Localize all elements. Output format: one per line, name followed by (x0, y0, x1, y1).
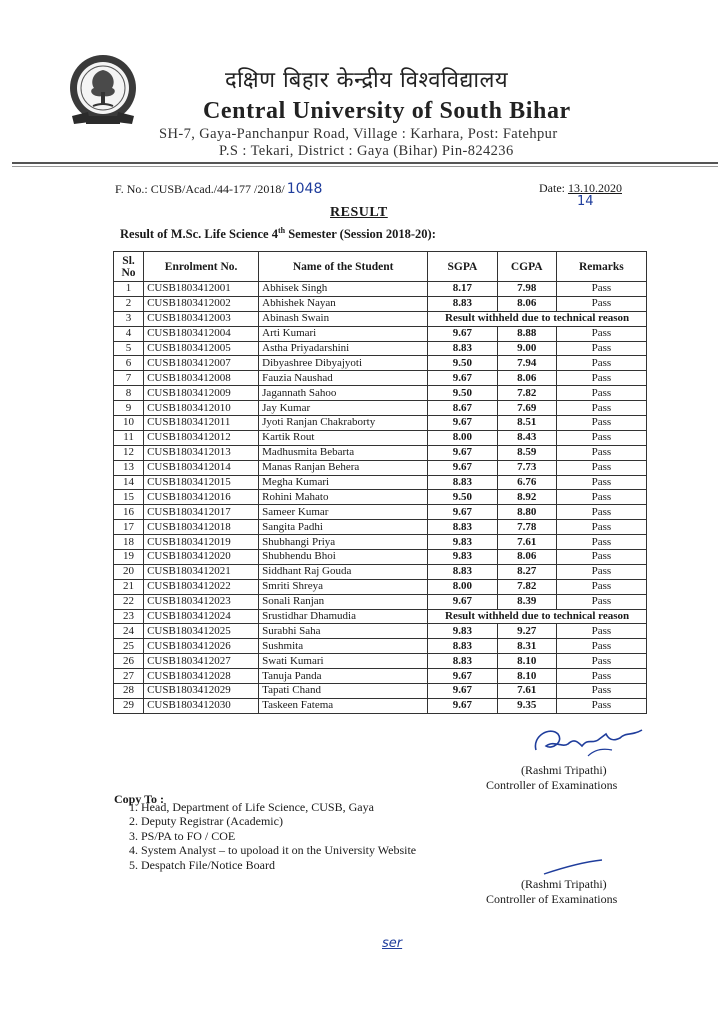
cell-remarks: Pass (556, 356, 646, 371)
cell-cgpa: 7.61 (497, 684, 556, 699)
cell-remarks: Pass (556, 326, 646, 341)
cell-student-name: Shubhendu Bhoi (259, 550, 428, 565)
cell-student-name: Arti Kumari (259, 326, 428, 341)
table-row (114, 460, 647, 475)
cell-sl-no: 6 (114, 356, 144, 371)
cell-student-name: Taskeen Fatema (259, 698, 428, 713)
cell-enrolment: CUSB1803412013 (144, 445, 259, 460)
cell-cgpa: 9.27 (497, 624, 556, 639)
cell-sl-no: 17 (114, 520, 144, 535)
cell-cgpa: 8.06 (497, 371, 556, 386)
cell-student-name: Megha Kumari (259, 475, 428, 490)
cell-sgpa: 9.67 (428, 326, 497, 341)
cell-enrolment: CUSB1803412024 (144, 609, 259, 624)
cell-enrolment: CUSB1803412016 (144, 490, 259, 505)
cell-enrolment: CUSB1803412028 (144, 669, 259, 684)
cell-sl-no: 24 (114, 624, 144, 639)
subheading-prefix: Result of M.Sc. Life Science 4 (120, 227, 278, 242)
cell-sl-no: 8 (114, 386, 144, 401)
cell-enrolment: CUSB1803412009 (144, 386, 259, 401)
cell-enrolment: CUSB1803412020 (144, 550, 259, 565)
subheading-sup: th (277, 226, 286, 235)
signatory-title: Controller of Examinations (486, 778, 618, 792)
cell-enrolment: CUSB1803412014 (144, 460, 259, 475)
cell-sgpa: 9.50 (428, 356, 497, 371)
cell-sl-no: 26 (114, 654, 144, 669)
cell-student-name: Swati Kumari (259, 654, 428, 669)
cell-cgpa: 7.69 (497, 401, 556, 416)
cell-sgpa: 9.67 (428, 594, 497, 609)
file-number-label: F. No.: CUSB/Acad./44-177 /2018/ (115, 182, 285, 196)
university-name-hindi: दक्षिण बिहार केन्द्रीय विश्वविद्यालय (225, 68, 509, 93)
result-heading: RESULT (330, 205, 388, 220)
cell-cgpa: 9.35 (497, 698, 556, 713)
cell-enrolment: CUSB1803412022 (144, 579, 259, 594)
table-row (114, 371, 647, 386)
cell-enrolment: CUSB1803412003 (144, 311, 259, 326)
cell-sl-no: 11 (114, 430, 144, 445)
cell-sl-no: 10 (114, 416, 144, 431)
table-row (114, 416, 647, 431)
cell-cgpa: 8.06 (497, 550, 556, 565)
cell-sgpa: 9.83 (428, 624, 497, 639)
cell-cgpa: 8.31 (497, 639, 556, 654)
subheading-suffix: Semester (Session 2018-20): (285, 227, 436, 242)
file-number-handwritten: 1048 (286, 181, 323, 197)
cell-remarks: Pass (556, 460, 646, 475)
signatory-name-2: (Rashmi Tripathi) (521, 877, 607, 891)
cell-remarks: Pass (556, 505, 646, 520)
cell-enrolment: CUSB1803412029 (144, 684, 259, 699)
cell-sl-no: 9 (114, 401, 144, 416)
cell-remarks: Pass (556, 624, 646, 639)
table-row (114, 490, 647, 505)
copy-to-list (117, 800, 416, 872)
cell-enrolment: CUSB1803412015 (144, 475, 259, 490)
table-row (114, 386, 647, 401)
table-row (114, 535, 647, 550)
cell-remarks: Pass (556, 594, 646, 609)
cell-remarks: Pass (556, 550, 646, 565)
cell-sgpa: 9.83 (428, 550, 497, 565)
file-number (115, 181, 322, 197)
cell-student-name: Tapati Chand (259, 684, 428, 699)
cell-remarks: Pass (556, 579, 646, 594)
cell-student-name: Sameer Kumar (259, 505, 428, 520)
cell-remarks: Pass (556, 282, 646, 297)
table-row (114, 624, 647, 639)
cell-sl-no: 1 (114, 282, 144, 297)
cell-student-name: Shubhangi Priya (259, 535, 428, 550)
cell-enrolment: CUSB1803412002 (144, 296, 259, 311)
table-row (114, 311, 647, 326)
table-row (114, 639, 647, 654)
cell-cgpa: 7.94 (497, 356, 556, 371)
table-row (114, 341, 647, 356)
col-header-name: Name of the Student (259, 252, 428, 282)
cell-enrolment: CUSB1803412017 (144, 505, 259, 520)
table-row (114, 296, 647, 311)
signature-stroke-icon (542, 858, 604, 876)
cell-remarks: Pass (556, 341, 646, 356)
cell-sl-no: 7 (114, 371, 144, 386)
cell-sl-no: 20 (114, 564, 144, 579)
table-row (114, 445, 647, 460)
cell-cgpa: 8.39 (497, 594, 556, 609)
cell-sgpa: 9.67 (428, 445, 497, 460)
cell-sgpa: 9.83 (428, 535, 497, 550)
cell-sl-no: 27 (114, 669, 144, 684)
cell-sgpa: 8.83 (428, 475, 497, 490)
cell-remarks: Pass (556, 401, 646, 416)
cell-sgpa: 9.67 (428, 460, 497, 475)
cell-enrolment: CUSB1803412030 (144, 698, 259, 713)
cell-cgpa: 8.59 (497, 445, 556, 460)
cell-sl-no: 16 (114, 505, 144, 520)
date-label: Date: (539, 181, 565, 195)
cell-cgpa: 7.61 (497, 535, 556, 550)
address-line-1: SH-7, Gaya-Panchanpur Road, Village : Karhara, Post: Fatehpur (159, 126, 558, 142)
cell-enrolment: CUSB1803412021 (144, 564, 259, 579)
table-row (114, 609, 647, 624)
cell-student-name: Jagannath Sahoo (259, 386, 428, 401)
cell-enrolment: CUSB1803412025 (144, 624, 259, 639)
col-header-sl: Sl. No (114, 252, 144, 282)
signatory-title-2: Controller of Examinations (486, 892, 618, 906)
cell-student-name: Jay Kumar (259, 401, 428, 416)
university-seal-icon (66, 52, 140, 130)
cell-sgpa: 9.67 (428, 684, 497, 699)
cell-enrolment: CUSB1803412010 (144, 401, 259, 416)
table-row (114, 401, 647, 416)
cell-sl-no: 2 (114, 296, 144, 311)
cell-enrolment: CUSB1803412027 (144, 654, 259, 669)
cell-sgpa: 9.50 (428, 386, 497, 401)
cell-student-name: Fauzia Naushad (259, 371, 428, 386)
cell-student-name: Abinash Swain (259, 311, 428, 326)
cell-remarks: Pass (556, 669, 646, 684)
cell-cgpa: 6.76 (497, 475, 556, 490)
cell-remarks: Pass (556, 416, 646, 431)
cell-sl-no: 3 (114, 311, 144, 326)
cell-enrolment: CUSB1803412023 (144, 594, 259, 609)
table-row (114, 550, 647, 565)
table-row (114, 282, 647, 297)
table-row (114, 698, 647, 713)
cell-cgpa: 7.98 (497, 282, 556, 297)
cell-student-name: Dibyashree Dibyajyoti (259, 356, 428, 371)
cell-cgpa: 9.00 (497, 341, 556, 356)
col-header-remarks: Remarks (556, 252, 646, 282)
col-header-sgpa: SGPA (428, 252, 497, 282)
cell-student-name: Sushmita (259, 639, 428, 654)
cell-cgpa: 8.10 (497, 669, 556, 684)
signature-mark-icon (528, 720, 648, 762)
table-row (114, 356, 647, 371)
cell-sl-no: 5 (114, 341, 144, 356)
cell-enrolment: CUSB1803412004 (144, 326, 259, 341)
table-row (114, 430, 647, 445)
cell-student-name: Madhusmita Bebarta (259, 445, 428, 460)
table-row (114, 520, 647, 535)
copy-to-item: 3. PS/PA to FO / COE (141, 829, 416, 843)
cell-withheld-note: Result withheld due to technical reason (428, 609, 647, 624)
cell-student-name: Surabhi Saha (259, 624, 428, 639)
cell-sgpa: 9.67 (428, 698, 497, 713)
cell-sl-no: 15 (114, 490, 144, 505)
copy-to-item: 4. System Analyst – to upoload it on the University Website (141, 843, 416, 857)
cell-cgpa: 8.80 (497, 505, 556, 520)
cell-student-name: Tanuja Panda (259, 669, 428, 684)
date-value: 13.10.2020 (568, 181, 622, 195)
date-handwritten-correction: 14 (577, 194, 594, 209)
cell-enrolment: CUSB1803412026 (144, 639, 259, 654)
cell-student-name: Abhisek Singh (259, 282, 428, 297)
cell-student-name: Jyoti Ranjan Chakraborty (259, 416, 428, 431)
cell-sgpa: 9.50 (428, 490, 497, 505)
cell-cgpa: 8.10 (497, 654, 556, 669)
cell-withheld-note: Result withheld due to technical reason (428, 311, 647, 326)
cell-student-name: Astha Priyadarshini (259, 341, 428, 356)
table-row (114, 669, 647, 684)
cell-cgpa: 8.06 (497, 296, 556, 311)
cell-remarks: Pass (556, 445, 646, 460)
cell-remarks: Pass (556, 490, 646, 505)
cell-student-name: Smriti Shreya (259, 579, 428, 594)
cell-enrolment: CUSB1803412018 (144, 520, 259, 535)
col-header-cgpa: CGPA (497, 252, 556, 282)
cell-student-name: Sangita Padhi (259, 520, 428, 535)
cell-sgpa: 9.67 (428, 669, 497, 684)
cell-remarks: Pass (556, 386, 646, 401)
cell-cgpa: 8.92 (497, 490, 556, 505)
address-line-2: P.S : Tekari, District : Gaya (Bihar) Pin-824236 (219, 143, 514, 159)
copy-to-item: 5. Despatch File/Notice Board (141, 858, 416, 872)
cell-enrolment: CUSB1803412019 (144, 535, 259, 550)
table-row (114, 594, 647, 609)
cell-sl-no: 4 (114, 326, 144, 341)
cell-remarks: Pass (556, 654, 646, 669)
cell-sgpa: 9.67 (428, 416, 497, 431)
cell-sgpa: 8.17 (428, 282, 497, 297)
cell-sl-no: 28 (114, 684, 144, 699)
col-header-enrolment: Enrolment No. (144, 252, 259, 282)
cell-remarks: Pass (556, 698, 646, 713)
cell-student-name: Rohini Mahato (259, 490, 428, 505)
cell-sgpa: 8.83 (428, 296, 497, 311)
table-row (114, 326, 647, 341)
cell-sl-no: 12 (114, 445, 144, 460)
cell-student-name: Srustidhar Dhamudia (259, 609, 428, 624)
cell-cgpa: 7.73 (497, 460, 556, 475)
cell-sgpa: 9.67 (428, 505, 497, 520)
handwritten-initials: ser (382, 936, 403, 951)
cell-sgpa: 8.67 (428, 401, 497, 416)
cell-cgpa: 8.27 (497, 564, 556, 579)
cell-sgpa: 8.83 (428, 520, 497, 535)
cell-cgpa: 8.43 (497, 430, 556, 445)
cell-enrolment: CUSB1803412012 (144, 430, 259, 445)
cell-sl-no: 18 (114, 535, 144, 550)
cell-student-name: Sonali Ranjan (259, 594, 428, 609)
copy-to-heading: Copy To : (114, 792, 165, 806)
header-divider (12, 162, 718, 164)
cell-sl-no: 13 (114, 460, 144, 475)
cell-remarks: Pass (556, 475, 646, 490)
table-row (114, 579, 647, 594)
table-row (114, 505, 647, 520)
header-divider-thin (12, 166, 718, 167)
cell-student-name: Kartik Rout (259, 430, 428, 445)
cell-cgpa: 7.82 (497, 386, 556, 401)
cell-sl-no: 21 (114, 579, 144, 594)
cell-cgpa: 8.51 (497, 416, 556, 431)
table-row (114, 654, 647, 669)
university-name-english: Central University of South Bihar (203, 98, 571, 124)
signatory-name: (Rashmi Tripathi) (521, 763, 607, 777)
cell-sgpa: 8.83 (428, 654, 497, 669)
cell-remarks: Pass (556, 520, 646, 535)
cell-sgpa: 9.67 (428, 371, 497, 386)
cell-sl-no: 22 (114, 594, 144, 609)
cell-remarks: Pass (556, 430, 646, 445)
cell-remarks: Pass (556, 535, 646, 550)
cell-enrolment: CUSB1803412011 (144, 416, 259, 431)
cell-enrolment: CUSB1803412008 (144, 371, 259, 386)
table-row (114, 564, 647, 579)
cell-remarks: Pass (556, 564, 646, 579)
result-table (113, 251, 647, 714)
result-subheading (120, 226, 436, 242)
copy-to-item: 1. Head, Department of Life Science, CUSB, Gaya (141, 800, 416, 814)
cell-cgpa: 8.88 (497, 326, 556, 341)
result-table-body (114, 282, 647, 714)
cell-sl-no: 29 (114, 698, 144, 713)
table-row (114, 475, 647, 490)
cell-sgpa: 8.00 (428, 579, 497, 594)
cell-sgpa: 8.00 (428, 430, 497, 445)
cell-enrolment: CUSB1803412007 (144, 356, 259, 371)
cell-sl-no: 25 (114, 639, 144, 654)
cell-cgpa: 7.82 (497, 579, 556, 594)
cell-sl-no: 19 (114, 550, 144, 565)
cell-remarks: Pass (556, 296, 646, 311)
cell-sgpa: 8.83 (428, 564, 497, 579)
cell-sl-no: 14 (114, 475, 144, 490)
cell-remarks: Pass (556, 684, 646, 699)
cell-sgpa: 8.83 (428, 639, 497, 654)
table-row (114, 684, 647, 699)
cell-enrolment: CUSB1803412005 (144, 341, 259, 356)
cell-sgpa: 8.83 (428, 341, 497, 356)
cell-enrolment: CUSB1803412001 (144, 282, 259, 297)
cell-student-name: Manas Ranjan Behera (259, 460, 428, 475)
table-header-row (114, 252, 647, 282)
cell-remarks: Pass (556, 639, 646, 654)
cell-student-name: Siddhant Raj Gouda (259, 564, 428, 579)
cell-remarks: Pass (556, 371, 646, 386)
cell-sl-no: 23 (114, 609, 144, 624)
cell-cgpa: 7.78 (497, 520, 556, 535)
cell-student-name: Abhishek Nayan (259, 296, 428, 311)
copy-to-item: 2. Deputy Registrar (Academic) (141, 814, 416, 828)
